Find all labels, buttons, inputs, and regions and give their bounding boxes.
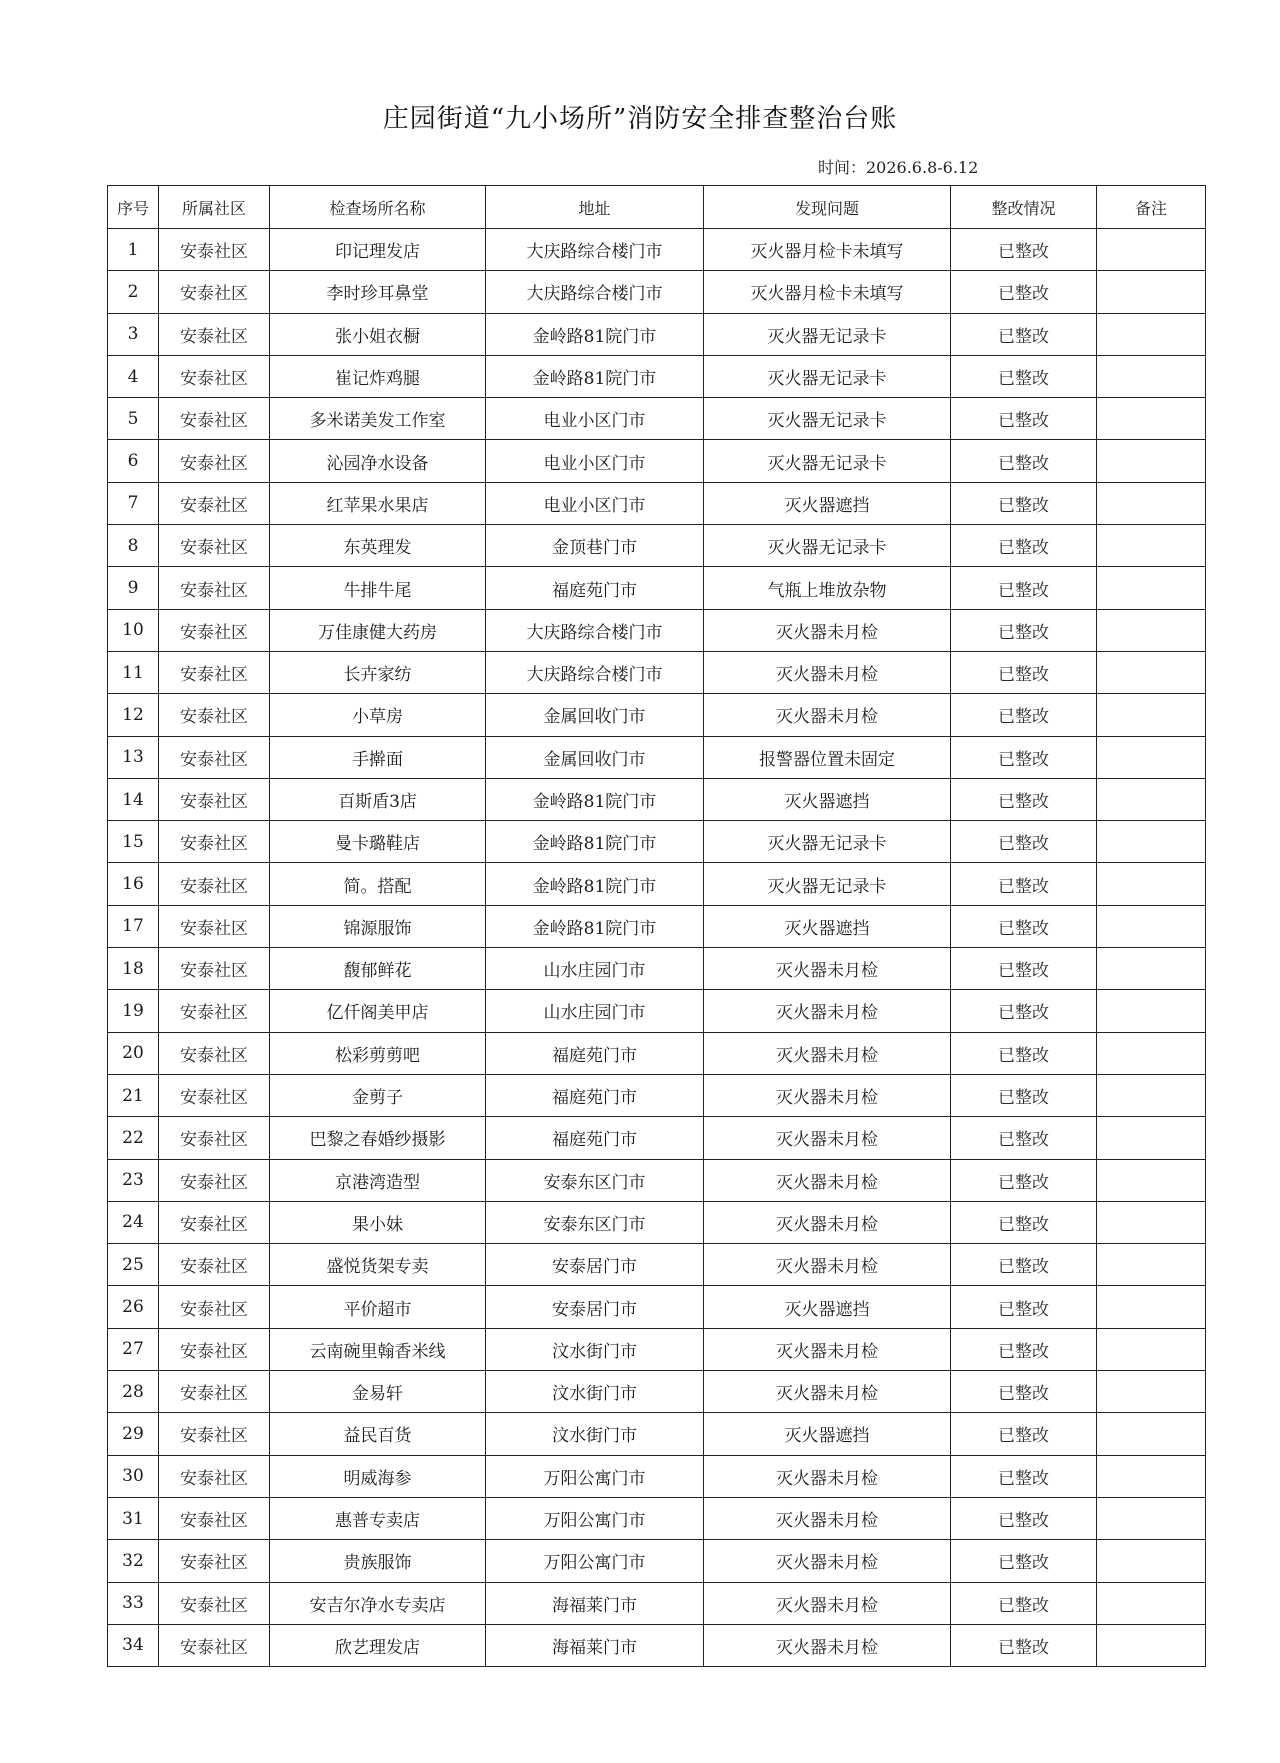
cell-community: 安泰社区 <box>159 905 270 947</box>
cell-issue: 灭火器未月检 <box>704 1159 951 1201</box>
cell-issue: 灭火器未月检 <box>704 990 951 1032</box>
cell-status: 已整改 <box>951 313 1097 355</box>
cell-address: 万阳公寓门市 <box>486 1455 704 1497</box>
cell-status: 已整改 <box>951 821 1097 863</box>
cell-address: 安泰居门市 <box>486 1244 704 1286</box>
cell-address: 金岭路81院门市 <box>486 778 704 820</box>
table-row <box>108 1371 1206 1413</box>
header-cell-community: 所属社区 <box>159 186 270 229</box>
cell-address: 万阳公寓门市 <box>486 1540 704 1582</box>
cell-community: 安泰社区 <box>159 609 270 651</box>
table-row <box>108 1413 1206 1455</box>
cell-issue: 灭火器未月检 <box>704 1540 951 1582</box>
cell-place: 果小妹 <box>270 1201 486 1243</box>
cell-no: 29 <box>108 1413 159 1455</box>
cell-community: 安泰社区 <box>159 1540 270 1582</box>
cell-place: 红苹果水果店 <box>270 482 486 524</box>
table-row <box>108 821 1206 863</box>
cell-place: 简。搭配 <box>270 863 486 905</box>
cell-no: 15 <box>108 821 159 863</box>
cell-address: 福庭苑门市 <box>486 1117 704 1159</box>
cell-remark <box>1097 355 1206 397</box>
inspection-ledger-table <box>107 185 1206 1667</box>
header-cell-status: 整改情况 <box>951 186 1097 229</box>
cell-no: 31 <box>108 1497 159 1539</box>
cell-status: 已整改 <box>951 1286 1097 1328</box>
cell-no: 20 <box>108 1032 159 1074</box>
cell-address: 电业小区门市 <box>486 482 704 524</box>
cell-no: 10 <box>108 609 159 651</box>
header-row <box>108 186 1206 229</box>
cell-status: 已整改 <box>951 1455 1097 1497</box>
cell-issue: 灭火器未月检 <box>704 1032 951 1074</box>
table-row <box>108 1582 1206 1624</box>
cell-status: 已整改 <box>951 990 1097 1032</box>
cell-status: 已整改 <box>951 1540 1097 1582</box>
cell-address: 大庆路综合楼门市 <box>486 651 704 693</box>
cell-place: 益民百货 <box>270 1413 486 1455</box>
cell-no: 14 <box>108 778 159 820</box>
cell-remark <box>1097 1540 1206 1582</box>
cell-status: 已整改 <box>951 1497 1097 1539</box>
cell-issue: 灭火器未月检 <box>704 1582 951 1624</box>
cell-issue: 灭火器无记录卡 <box>704 863 951 905</box>
cell-remark <box>1097 1328 1206 1370</box>
cell-issue: 灭火器月检卡未填写 <box>704 271 951 313</box>
cell-place: 云南碗里翰香米线 <box>270 1328 486 1370</box>
cell-no: 9 <box>108 567 159 609</box>
cell-no: 19 <box>108 990 159 1032</box>
cell-address: 海福莱门市 <box>486 1582 704 1624</box>
cell-remark <box>1097 567 1206 609</box>
cell-status: 已整改 <box>951 1244 1097 1286</box>
table-row <box>108 990 1206 1032</box>
table-row <box>108 1455 1206 1497</box>
table-row <box>108 1328 1206 1370</box>
cell-issue: 灭火器未月检 <box>704 1328 951 1370</box>
table-row <box>108 1540 1206 1582</box>
cell-remark <box>1097 482 1206 524</box>
cell-address: 金岭路81院门市 <box>486 821 704 863</box>
cell-address: 山水庄园门市 <box>486 990 704 1032</box>
cell-place: 崔记炸鸡腿 <box>270 355 486 397</box>
cell-community: 安泰社区 <box>159 1032 270 1074</box>
cell-community: 安泰社区 <box>159 1497 270 1539</box>
cell-remark <box>1097 229 1206 271</box>
cell-issue: 灭火器无记录卡 <box>704 440 951 482</box>
table-row <box>108 567 1206 609</box>
cell-remark <box>1097 905 1206 947</box>
cell-status: 已整改 <box>951 398 1097 440</box>
cell-no: 24 <box>108 1201 159 1243</box>
cell-no: 3 <box>108 313 159 355</box>
cell-issue: 灭火器未月检 <box>704 1497 951 1539</box>
cell-remark <box>1097 1497 1206 1539</box>
cell-issue: 灭火器遮挡 <box>704 1286 951 1328</box>
cell-place: 长卉家纺 <box>270 651 486 693</box>
cell-remark <box>1097 398 1206 440</box>
cell-no: 30 <box>108 1455 159 1497</box>
cell-community: 安泰社区 <box>159 778 270 820</box>
cell-community: 安泰社区 <box>159 1455 270 1497</box>
table-row <box>108 1286 1206 1328</box>
cell-place: 李时珍耳鼻堂 <box>270 271 486 313</box>
cell-address: 金顶巷门市 <box>486 525 704 567</box>
cell-status: 已整改 <box>951 1201 1097 1243</box>
cell-remark <box>1097 990 1206 1032</box>
cell-status: 已整改 <box>951 1413 1097 1455</box>
table-row <box>108 229 1206 271</box>
cell-status: 已整改 <box>951 651 1097 693</box>
cell-remark <box>1097 313 1206 355</box>
cell-no: 1 <box>108 229 159 271</box>
cell-no: 17 <box>108 905 159 947</box>
cell-status: 已整改 <box>951 229 1097 271</box>
cell-address: 大庆路综合楼门市 <box>486 609 704 651</box>
cell-community: 安泰社区 <box>159 1582 270 1624</box>
cell-status: 已整改 <box>951 863 1097 905</box>
cell-issue: 灭火器未月检 <box>704 694 951 736</box>
cell-no: 8 <box>108 525 159 567</box>
cell-address: 电业小区门市 <box>486 440 704 482</box>
cell-community: 安泰社区 <box>159 990 270 1032</box>
cell-place: 曼卡璐鞋店 <box>270 821 486 863</box>
cell-address: 汶水街门市 <box>486 1413 704 1455</box>
cell-address: 福庭苑门市 <box>486 567 704 609</box>
table-row <box>108 609 1206 651</box>
cell-remark <box>1097 609 1206 651</box>
cell-issue: 灭火器无记录卡 <box>704 525 951 567</box>
cell-issue: 灭火器无记录卡 <box>704 398 951 440</box>
table-row <box>108 1032 1206 1074</box>
cell-community: 安泰社区 <box>159 567 270 609</box>
table-body <box>108 229 1206 1667</box>
cell-issue: 灭火器未月检 <box>704 1244 951 1286</box>
cell-no: 18 <box>108 948 159 990</box>
cell-remark <box>1097 1117 1206 1159</box>
cell-status: 已整改 <box>951 1032 1097 1074</box>
table-row <box>108 271 1206 313</box>
cell-address: 大庆路综合楼门市 <box>486 271 704 313</box>
cell-community: 安泰社区 <box>159 440 270 482</box>
cell-community: 安泰社区 <box>159 736 270 778</box>
cell-place: 馥郁鲜花 <box>270 948 486 990</box>
cell-remark <box>1097 736 1206 778</box>
cell-place: 牛排牛尾 <box>270 567 486 609</box>
table-row <box>108 1159 1206 1201</box>
cell-no: 13 <box>108 736 159 778</box>
cell-place: 东英理发 <box>270 525 486 567</box>
cell-place: 张小姐衣橱 <box>270 313 486 355</box>
cell-address: 山水庄园门市 <box>486 948 704 990</box>
cell-address: 金属回收门市 <box>486 694 704 736</box>
cell-place: 平价超市 <box>270 1286 486 1328</box>
cell-place: 金易轩 <box>270 1371 486 1413</box>
cell-place: 欣艺理发店 <box>270 1624 486 1666</box>
cell-status: 已整改 <box>951 1328 1097 1370</box>
cell-place: 沁园净水设备 <box>270 440 486 482</box>
cell-community: 安泰社区 <box>159 1117 270 1159</box>
document-title: 庄园街道“九小场所”消防安全排查整治台账 <box>382 104 898 134</box>
cell-community: 安泰社区 <box>159 821 270 863</box>
cell-community: 安泰社区 <box>159 948 270 990</box>
cell-place: 印记理发店 <box>270 229 486 271</box>
cell-issue: 灭火器无记录卡 <box>704 821 951 863</box>
cell-place: 万佳康健大药房 <box>270 609 486 651</box>
cell-address: 福庭苑门市 <box>486 1032 704 1074</box>
table-row <box>108 1074 1206 1116</box>
cell-address: 金岭路81院门市 <box>486 905 704 947</box>
table-row <box>108 482 1206 524</box>
cell-status: 已整改 <box>951 1624 1097 1666</box>
cell-status: 已整改 <box>951 271 1097 313</box>
cell-remark <box>1097 1201 1206 1243</box>
cell-remark <box>1097 525 1206 567</box>
cell-remark <box>1097 694 1206 736</box>
table-row <box>108 905 1206 947</box>
table-header <box>108 186 1206 229</box>
cell-status: 已整改 <box>951 525 1097 567</box>
cell-remark <box>1097 1455 1206 1497</box>
cell-community: 安泰社区 <box>159 525 270 567</box>
cell-community: 安泰社区 <box>159 1159 270 1201</box>
cell-address: 汶水街门市 <box>486 1371 704 1413</box>
cell-address: 福庭苑门市 <box>486 1074 704 1116</box>
table-row <box>108 948 1206 990</box>
cell-remark <box>1097 1371 1206 1413</box>
cell-address: 金岭路81院门市 <box>486 355 704 397</box>
cell-place: 惠普专卖店 <box>270 1497 486 1539</box>
cell-issue: 灭火器无记录卡 <box>704 355 951 397</box>
cell-community: 安泰社区 <box>159 1624 270 1666</box>
cell-remark <box>1097 1074 1206 1116</box>
inspection-date: 时间：2026.6.8-6.12 <box>818 158 979 177</box>
cell-issue: 灭火器未月检 <box>704 609 951 651</box>
cell-address: 金属回收门市 <box>486 736 704 778</box>
cell-remark <box>1097 1624 1206 1666</box>
table-row <box>108 651 1206 693</box>
cell-address: 大庆路综合楼门市 <box>486 229 704 271</box>
cell-issue: 灭火器无记录卡 <box>704 313 951 355</box>
cell-remark <box>1097 1286 1206 1328</box>
cell-no: 32 <box>108 1540 159 1582</box>
cell-status: 已整改 <box>951 736 1097 778</box>
cell-issue: 灭火器遮挡 <box>704 1413 951 1455</box>
cell-address: 万阳公寓门市 <box>486 1497 704 1539</box>
cell-community: 安泰社区 <box>159 1371 270 1413</box>
cell-no: 6 <box>108 440 159 482</box>
cell-place: 松彩剪剪吧 <box>270 1032 486 1074</box>
table-row <box>108 1244 1206 1286</box>
cell-issue: 灭火器月检卡未填写 <box>704 229 951 271</box>
cell-issue: 灭火器遮挡 <box>704 778 951 820</box>
cell-address: 金岭路81院门市 <box>486 313 704 355</box>
cell-community: 安泰社区 <box>159 1286 270 1328</box>
cell-remark <box>1097 651 1206 693</box>
cell-address: 安泰居门市 <box>486 1286 704 1328</box>
cell-no: 16 <box>108 863 159 905</box>
cell-issue: 气瓶上堆放杂物 <box>704 567 951 609</box>
cell-address: 安泰东区门市 <box>486 1159 704 1201</box>
cell-status: 已整改 <box>951 609 1097 651</box>
cell-status: 已整改 <box>951 694 1097 736</box>
header-cell-no: 序号 <box>108 186 159 229</box>
cell-no: 26 <box>108 1286 159 1328</box>
cell-no: 23 <box>108 1159 159 1201</box>
cell-community: 安泰社区 <box>159 651 270 693</box>
cell-community: 安泰社区 <box>159 355 270 397</box>
cell-no: 34 <box>108 1624 159 1666</box>
cell-issue: 灭火器未月检 <box>704 1371 951 1413</box>
cell-place: 亿仟阁美甲店 <box>270 990 486 1032</box>
cell-address: 安泰东区门市 <box>486 1201 704 1243</box>
cell-remark <box>1097 821 1206 863</box>
cell-community: 安泰社区 <box>159 229 270 271</box>
cell-address: 电业小区门市 <box>486 398 704 440</box>
cell-status: 已整改 <box>951 1582 1097 1624</box>
cell-place: 锦源服饰 <box>270 905 486 947</box>
cell-status: 已整改 <box>951 567 1097 609</box>
cell-no: 27 <box>108 1328 159 1370</box>
table-row <box>108 440 1206 482</box>
table-row <box>108 313 1206 355</box>
cell-place: 盛悦货架专卖 <box>270 1244 486 1286</box>
header-cell-issue: 发现问题 <box>704 186 951 229</box>
cell-community: 安泰社区 <box>159 1074 270 1116</box>
cell-place: 小草房 <box>270 694 486 736</box>
table-row <box>108 1117 1206 1159</box>
table-row <box>108 398 1206 440</box>
cell-place: 明威海参 <box>270 1455 486 1497</box>
header-cell-remark: 备注 <box>1097 186 1206 229</box>
cell-issue: 灭火器未月检 <box>704 651 951 693</box>
cell-community: 安泰社区 <box>159 271 270 313</box>
table-row <box>108 525 1206 567</box>
cell-no: 2 <box>108 271 159 313</box>
cell-remark <box>1097 440 1206 482</box>
table-row <box>108 736 1206 778</box>
cell-status: 已整改 <box>951 355 1097 397</box>
cell-issue: 灭火器未月检 <box>704 1624 951 1666</box>
cell-status: 已整改 <box>951 948 1097 990</box>
cell-community: 安泰社区 <box>159 1244 270 1286</box>
cell-no: 11 <box>108 651 159 693</box>
cell-community: 安泰社区 <box>159 863 270 905</box>
cell-remark <box>1097 1244 1206 1286</box>
table-row <box>108 1497 1206 1539</box>
cell-remark <box>1097 1582 1206 1624</box>
cell-no: 21 <box>108 1074 159 1116</box>
table-row <box>108 355 1206 397</box>
cell-community: 安泰社区 <box>159 694 270 736</box>
cell-no: 5 <box>108 398 159 440</box>
cell-community: 安泰社区 <box>159 313 270 355</box>
table-row <box>108 863 1206 905</box>
table-row <box>108 778 1206 820</box>
cell-issue: 灭火器未月检 <box>704 1117 951 1159</box>
cell-place: 金剪子 <box>270 1074 486 1116</box>
cell-issue: 灭火器未月检 <box>704 1201 951 1243</box>
cell-remark <box>1097 271 1206 313</box>
cell-place: 贵族服饰 <box>270 1540 486 1582</box>
cell-address: 金岭路81院门市 <box>486 863 704 905</box>
cell-no: 33 <box>108 1582 159 1624</box>
cell-no: 22 <box>108 1117 159 1159</box>
cell-remark <box>1097 948 1206 990</box>
cell-status: 已整改 <box>951 482 1097 524</box>
cell-address: 汶水街门市 <box>486 1328 704 1370</box>
cell-remark <box>1097 778 1206 820</box>
cell-community: 安泰社区 <box>159 1413 270 1455</box>
cell-place: 京港湾造型 <box>270 1159 486 1201</box>
cell-status: 已整改 <box>951 1371 1097 1413</box>
cell-status: 已整改 <box>951 905 1097 947</box>
cell-issue: 灭火器未月检 <box>704 1074 951 1116</box>
cell-issue: 灭火器遮挡 <box>704 905 951 947</box>
cell-issue: 灭火器未月检 <box>704 948 951 990</box>
cell-place: 安吉尔净水专卖店 <box>270 1582 486 1624</box>
cell-issue: 灭火器未月检 <box>704 1455 951 1497</box>
cell-remark <box>1097 863 1206 905</box>
cell-status: 已整改 <box>951 1074 1097 1116</box>
cell-place: 多米诺美发工作室 <box>270 398 486 440</box>
cell-issue: 灭火器遮挡 <box>704 482 951 524</box>
cell-issue: 报警器位置未固定 <box>704 736 951 778</box>
cell-place: 巴黎之春婚纱摄影 <box>270 1117 486 1159</box>
table-row <box>108 1201 1206 1243</box>
cell-no: 4 <box>108 355 159 397</box>
cell-no: 12 <box>108 694 159 736</box>
cell-community: 安泰社区 <box>159 1328 270 1370</box>
header-cell-address: 地址 <box>486 186 704 229</box>
cell-no: 7 <box>108 482 159 524</box>
cell-no: 28 <box>108 1371 159 1413</box>
cell-community: 安泰社区 <box>159 398 270 440</box>
cell-remark <box>1097 1413 1206 1455</box>
cell-status: 已整改 <box>951 1117 1097 1159</box>
cell-place: 手擀面 <box>270 736 486 778</box>
cell-no: 25 <box>108 1244 159 1286</box>
cell-status: 已整改 <box>951 1159 1097 1201</box>
header-cell-place: 检查场所名称 <box>270 186 486 229</box>
cell-remark <box>1097 1032 1206 1074</box>
cell-address: 海福莱门市 <box>486 1624 704 1666</box>
table-row <box>108 1624 1206 1666</box>
cell-community: 安泰社区 <box>159 1201 270 1243</box>
table-row <box>108 694 1206 736</box>
cell-place: 百斯盾3店 <box>270 778 486 820</box>
cell-status: 已整改 <box>951 440 1097 482</box>
cell-remark <box>1097 1159 1206 1201</box>
cell-status: 已整改 <box>951 778 1097 820</box>
cell-community: 安泰社区 <box>159 482 270 524</box>
